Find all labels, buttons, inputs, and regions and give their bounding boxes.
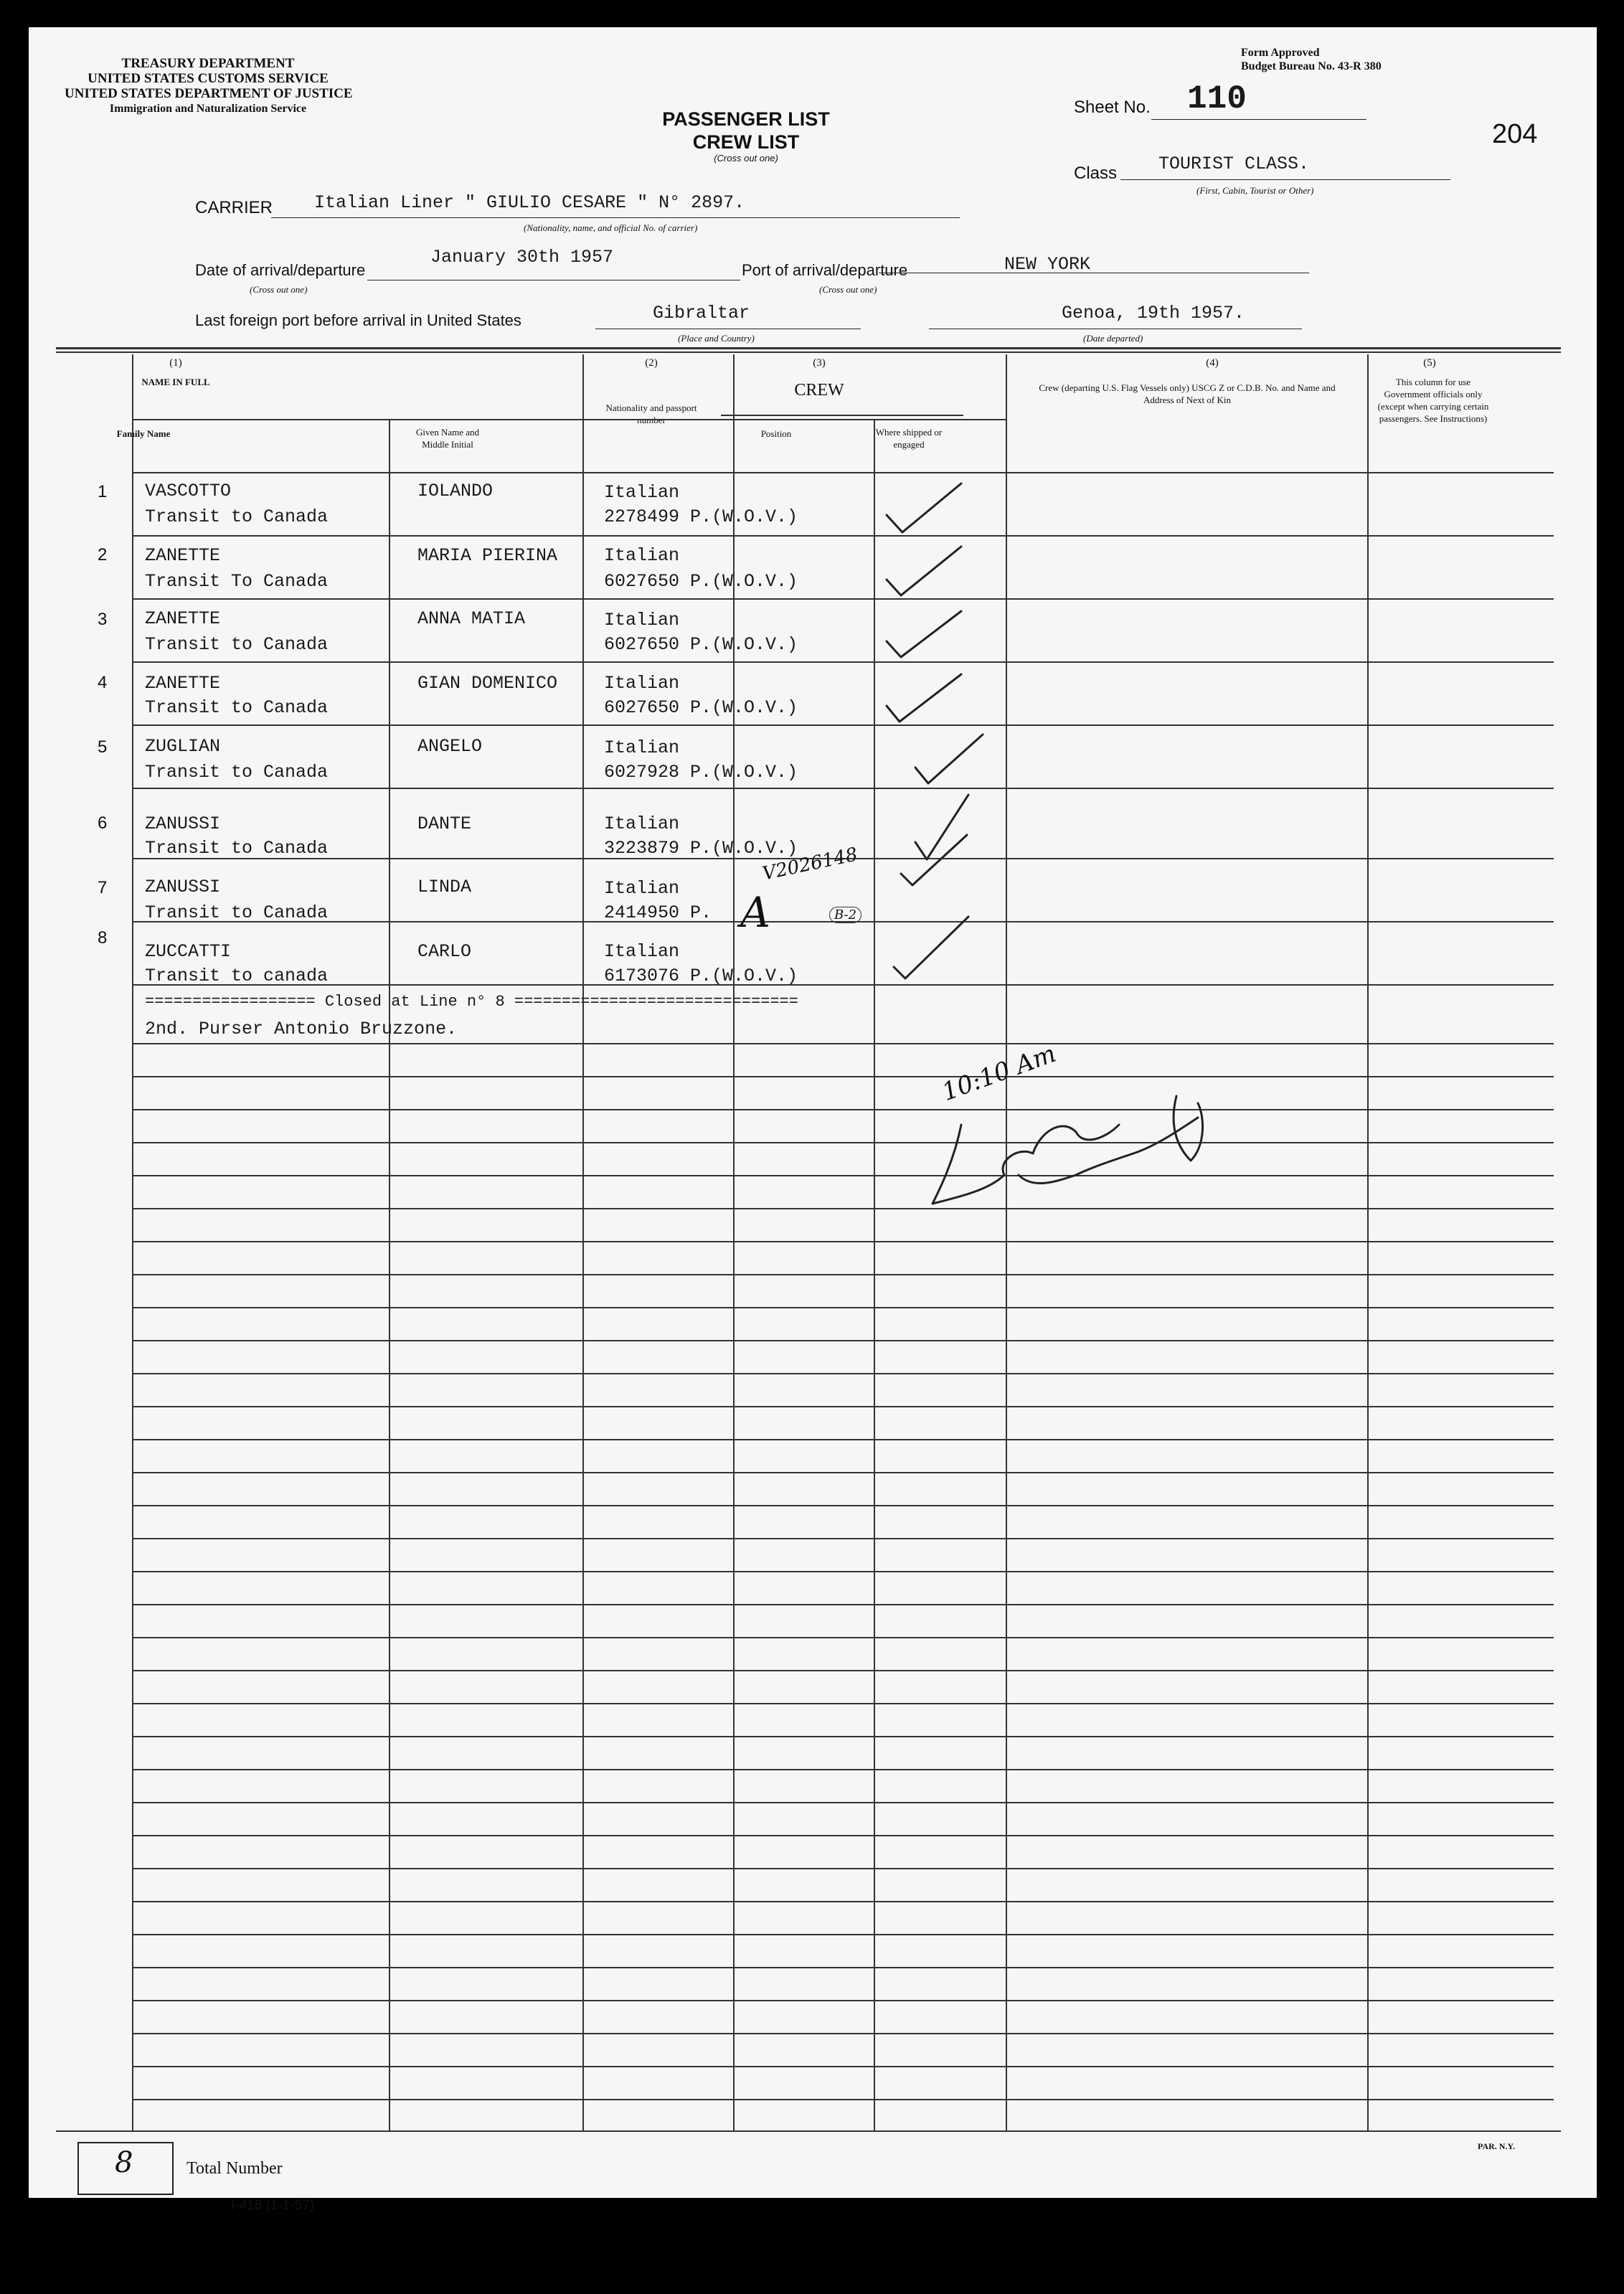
passport: 6027650 P.(W.O.V.) [604,634,798,655]
col1a-family-name: Family Name [116,428,171,439]
transit-note: Transit to Canada [145,902,329,923]
sheet-number: 110 [1187,80,1247,118]
passport: 6173076 P.(W.O.V.) [604,966,798,986]
stamp-b2: B-2 [829,907,861,923]
col3b-where-shipped: Where shipped or engaged [875,427,943,450]
row-number: 6 [98,813,108,833]
transit-note: Transit to Canada [145,634,329,655]
row-number: 8 [98,928,108,948]
nationality: Italian [604,610,680,631]
family-name: ZANETTE [145,545,221,566]
given-name: GIAN DOMENICO [417,673,558,694]
carrier-label: CARRIER [195,198,273,217]
check-icon [915,735,983,783]
agency-line-4: Immigration and Naturalization Service [109,103,307,115]
family-name: VASCOTTO [145,481,232,501]
transit-note: Transit to Canada [145,697,329,718]
nationality: Italian [604,737,680,758]
col1-title: NAME IN FULL [141,377,210,387]
family-name: ZANETTE [145,673,221,694]
passenger-list-form [29,27,1597,2213]
row-number: 5 [98,737,108,757]
check-icon [887,483,961,532]
class-value: TOURIST CLASS. [1158,154,1310,174]
given-name: ANNA MATIA [417,608,526,629]
agency-line-3: UNITED STATES DEPARTMENT OF JUSTICE [65,86,353,101]
given-name: CARLO [417,941,472,962]
signature-scribble [933,1125,1119,1204]
col2-title: Nationality and passport number [605,402,697,425]
date-label: Date of arrival/departure [195,261,366,279]
carrier-value: Italian Liner " GIULIO CESARE " N° 2897. [314,192,745,213]
transit-note: Transit to Canada [145,506,329,527]
row-number: 7 [98,878,108,897]
port-value: NEW YORK [1004,254,1091,275]
foreign-port-note: (Place and Country) [678,333,755,344]
foreign-port-label: Last foreign port before arrival in United States [195,311,521,329]
sheet-label: Sheet No. [1074,98,1151,117]
col3a-position: Position [760,428,792,439]
passport: 6027650 P.(W.O.V.) [604,697,798,718]
handwriting-layer [29,27,1597,2198]
check-icon [894,917,968,978]
carrier-note: (Nationality, name, and official No. of carrier) [524,222,698,233]
total-number-value: 8 [115,2146,133,2179]
class-note: (First, Cabin, Tourist or Other) [1196,185,1314,196]
purser-signature-line: 2nd. Purser Antonio Bruzzone. [145,1019,458,1039]
row-number: 3 [98,610,108,629]
given-name: LINDA [417,877,472,897]
given-name: ANGELO [417,736,483,757]
row-number: 1 [98,482,108,501]
port-note: (Cross out one) [819,284,877,295]
passport: 2414950 P. [604,902,712,923]
form-approved-line-2: Budget Bureau No. 43-R 380 [1241,60,1382,72]
col4-num: (4) [1206,357,1219,369]
closed-at-line: ================== Closed at Line n° 8 ============================== [145,993,798,1011]
family-name: ZANUSSI [145,813,221,834]
check-icon [887,547,961,595]
transit-note: Transit to canada [145,966,329,986]
col1b-given-name: Given Name and Middle Initial [415,427,480,450]
signature-scribble [1019,1118,1198,1184]
given-name: IOLANDO [417,481,494,501]
check-icon [887,674,961,722]
nationality: Italian [604,813,680,834]
col5-num: (5) [1423,357,1436,369]
port-label: Port of arrival/departure [742,261,908,279]
given-name: MARIA PIERINA [417,545,558,566]
passport: 3223879 P.(W.O.V.) [604,838,798,859]
title-crew-list: CREW LIST [692,131,800,153]
nationality: Italian [604,545,680,566]
stamp-a: A [740,888,770,937]
nationality: Italian [604,941,680,962]
nationality: Italian [604,878,680,899]
passport: 6027928 P.(W.O.V.) [604,762,798,783]
row-number: 2 [98,545,108,565]
col3-title: CREW [794,381,844,400]
row-number: 4 [98,673,108,692]
printer-mark: PAR. N.Y. [1478,2141,1516,2151]
transit-note: Transit to Canada [145,762,329,783]
family-name: ZANETTE [145,608,221,629]
agency-line-2: UNITED STATES CUSTOMS SERVICE [88,71,329,86]
check-icon [915,795,968,859]
signature-scribble [1174,1096,1202,1161]
title-passenger-list: PASSENGER LIST [662,108,830,130]
col3-num: (3) [813,357,826,369]
foreign-port-value: Gibraltar [653,303,750,324]
family-name: ZANUSSI [145,877,221,897]
nationality: Italian [604,482,680,503]
agency-line-1: TREASURY DEPARTMENT [121,56,295,71]
family-name: ZUGLIAN [145,736,221,757]
form-id: I-418 (1-1-57) [231,2198,315,2213]
handwritten-time: 10:10 Am [938,1039,1060,1108]
col2-num: (2) [645,357,658,369]
page-number: 204 [1492,119,1538,149]
departure-date-value: Genoa, 19th 1957. [1062,303,1245,324]
class-label: Class [1074,164,1118,183]
date-note: (Cross out one) [250,284,308,295]
transit-note: Transit To Canada [145,571,329,592]
title-note: (Cross out one) [714,153,778,164]
passport: 6027650 P.(W.O.V.) [604,571,798,592]
handwritten-code: V2026148 [760,844,860,885]
given-name: DANTE [417,813,472,834]
form-approved-line-1: Form Approved [1241,47,1320,59]
date-value: January 30th 1957 [430,247,614,268]
col4-title: Crew (departing U.S. Flag Vessels only) USCG Z or C.D.B. No. and Name and Address of Next of Kin [1039,382,1336,405]
total-number-box [77,2142,174,2195]
departure-date-note: (Date departed) [1083,333,1143,344]
family-name: ZUCCATTI [145,941,232,962]
col5-title: This column for use Government officials only (except when carrying certain passengers. See Instructions) [1377,377,1489,424]
transit-note: Transit to Canada [145,838,329,859]
passport: 2278499 P.(W.O.V.) [604,506,798,527]
nationality: Italian [604,673,680,694]
check-icon [887,611,961,657]
col1-num: (1) [169,357,182,369]
total-number-label: Total Number [187,2159,283,2178]
check-icon [901,835,967,885]
